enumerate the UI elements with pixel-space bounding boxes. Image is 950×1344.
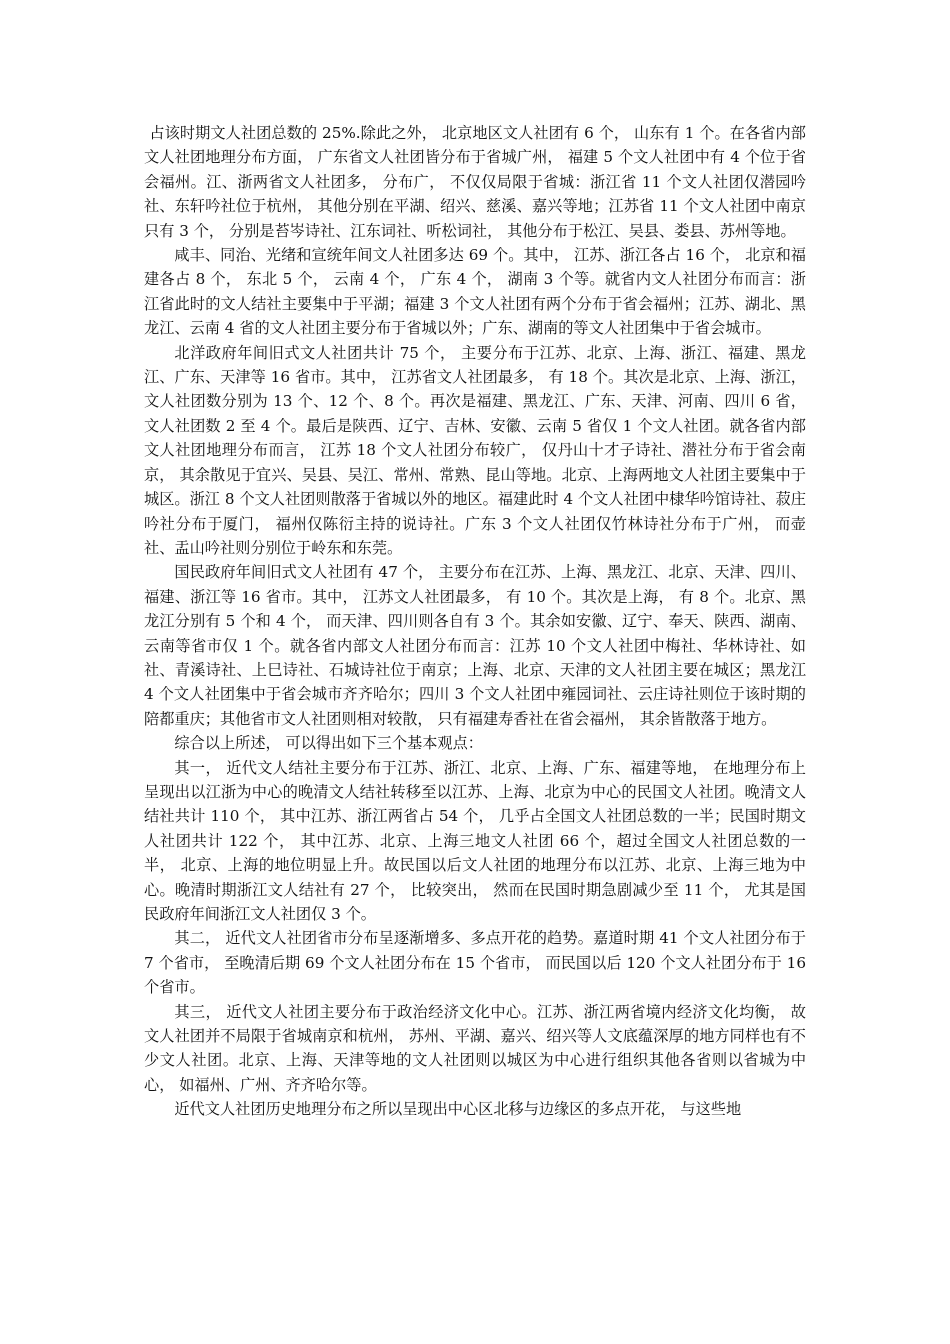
paragraph-3: 北洋政府年间旧式文人社团共计 75 个， 主要分布于江苏、北京、上海、浙江、福建、黑龙江、广东、天津等 16 省市。其中， 江苏省文人社团最多， 有 18 个。其次是北京、上海、浙江， 文人社团数分别为 13 个、12 个、8 个。再次是福建、黑龙江、广东、天津、河南、四川 6 省， 文人社团数 2 至 4 个。最后是陕西、辽宁、吉林、安徽、云南 5 省仅 1 个文人社团。就各省内部文人社团地理分布而言， 江苏 18 个文人社团分布较广， 仅丹山十才子诗社、潜社分布于省会南京， 其余散见于宜兴、吴县、吴江、常州、常熟、昆山等地。北京、上海两地文人社团主要集中于城区。浙江 8 个文人社团则散落于省城以外的地区。福建此时 4 个文人社团中棣华吟馆诗社、菽庄吟社分布于厦门， 福州仅陈衍主持的说诗社。广东 3 个文人社团仅竹林诗社分布于广州， 而壶社、盂山吟社则分别位于岭东和东莞。 bbox=[144, 343, 806, 557]
document-body bbox=[144, 121, 806, 1122]
paragraph-5: 综合以上所述， 可以得出如下三个基本观点： bbox=[174, 734, 483, 753]
paragraph-4: 国民政府年间旧式文人社团有 47 个， 主要分布在江苏、上海、黑龙江、北京、天津、四川、福建、浙江等 16 省市。其中， 江苏文人社团最多， 有 10 个。其次是上海， 有 8 个。北京、黑龙江分别有 5 个和 4 个， 而天津、四川则各自有 3 个。其余如安徽、辽宁、奉天、陕西、湖南、云南等省市仅 1 个。就各省内部文人社团分布而言：江苏 10 个文人社团中梅社、华林诗社、如社、青溪诗社、上巳诗社、石城诗社位于南京；上海、北京、天津的文人社团主要在城区；黑龙江 4 个文人社团集中于省会城市齐齐哈尔；四川 3 个文人社团中雍园词社、云庄诗社则位于该时期的陪都重庆；其他省市文人社团则相对较散， 只有福建寿香社在省会福州， 其余皆散落于地方。 bbox=[144, 563, 806, 728]
paragraph-9: 近代文人社团历史地理分布之所以呈现出中心区北移与边缘区的多点开花， 与这些地 bbox=[174, 1100, 742, 1119]
paragraph-1: 占该时期文人社团总数的 25%.除此之外， 北京地区文人社团有 6 个， 山东有 1 个。在各省内部文人社团地理分布方面， 广东省文人社团皆分布于省城广州， 福建 5 个文人社团中有 4 个位于省会福州。江、浙两省文人社团多， 分布广， 不仅仅局限于省城：浙江省 11 个文人社团仅潜园吟社、东轩吟社位于杭州， 其他分别在平湖、绍兴、慈溪、嘉兴等地；江苏省 11 个文人社团中南京只有 3 个， 分别是苔岑诗社、江东词社、听松词社， 其他分布于松江、吴县、娄县、苏州等地。 bbox=[144, 124, 806, 240]
paragraph-2: 咸丰、同治、光绪和宣统年间文人社团多达 69 个。其中， 江苏、浙江各占 16 个， 北京和福建各占 8 个， 东北 5 个， 云南 4 个， 广东 4 个， 湖南 3 个等。就省内文人社团分布而言：浙江省此时的文人结社主要集中于平湖；福建 3 个文人社团有两个分布于省会福州；江苏、湖北、黑龙江、云南 4 省的文人社团主要分布于省城以外；广东、湖南的等文人社团集中于省会城市。 bbox=[144, 246, 806, 338]
paragraph-8: 其三， 近代文人社团主要分布于政治经济文化中心。江苏、浙江两省境内经济文化均衡， 故文人社团并不局限于省城南京和杭州， 苏州、平湖、嘉兴、绍兴等人文底蕴深厚的地方同样也有不少文人社团。北京、上海、天津等地的文人社团则以城区为中心进行组织其他各省则以省城为中心， 如福州、广州、齐齐哈尔等。 bbox=[144, 1002, 806, 1094]
paragraph-6: 其一， 近代文人结社主要分布于江苏、浙江、北京、上海、广东、福建等地， 在地理分布上呈现出以江浙为中心的晚清文人结社转移至以江苏、上海、北京为中心的民国文人社团。晚清文人结社共计 110 个， 其中江苏、浙江两省占 54 个， 几乎占全国文人社团总数的一半；民国时期文人社团共计 122 个， 其中江苏、北京、上海三地文人社团 66 个，超过全国文人社团总数的一半， 北京、上海的地位明显上升。故民国以后文人社团的地理分布以江苏、北京、上海三地为中心。晚清时期浙江文人结社有 27 个， 比较突出， 然而在民国时期急剧减少至 11 个， 尤其是国民政府年间浙江文人社团仅 3 个。 bbox=[144, 758, 806, 923]
paragraph-7: 其二， 近代文人社团省市分布呈逐渐增多、多点开花的趋势。嘉道时期 41 个文人社团分布于 7 个省市， 至晚清后期 69 个文人社团分布在 15 个省市， 而民国以后 120 个文人社团分布于 16 个省市。 bbox=[144, 929, 806, 997]
